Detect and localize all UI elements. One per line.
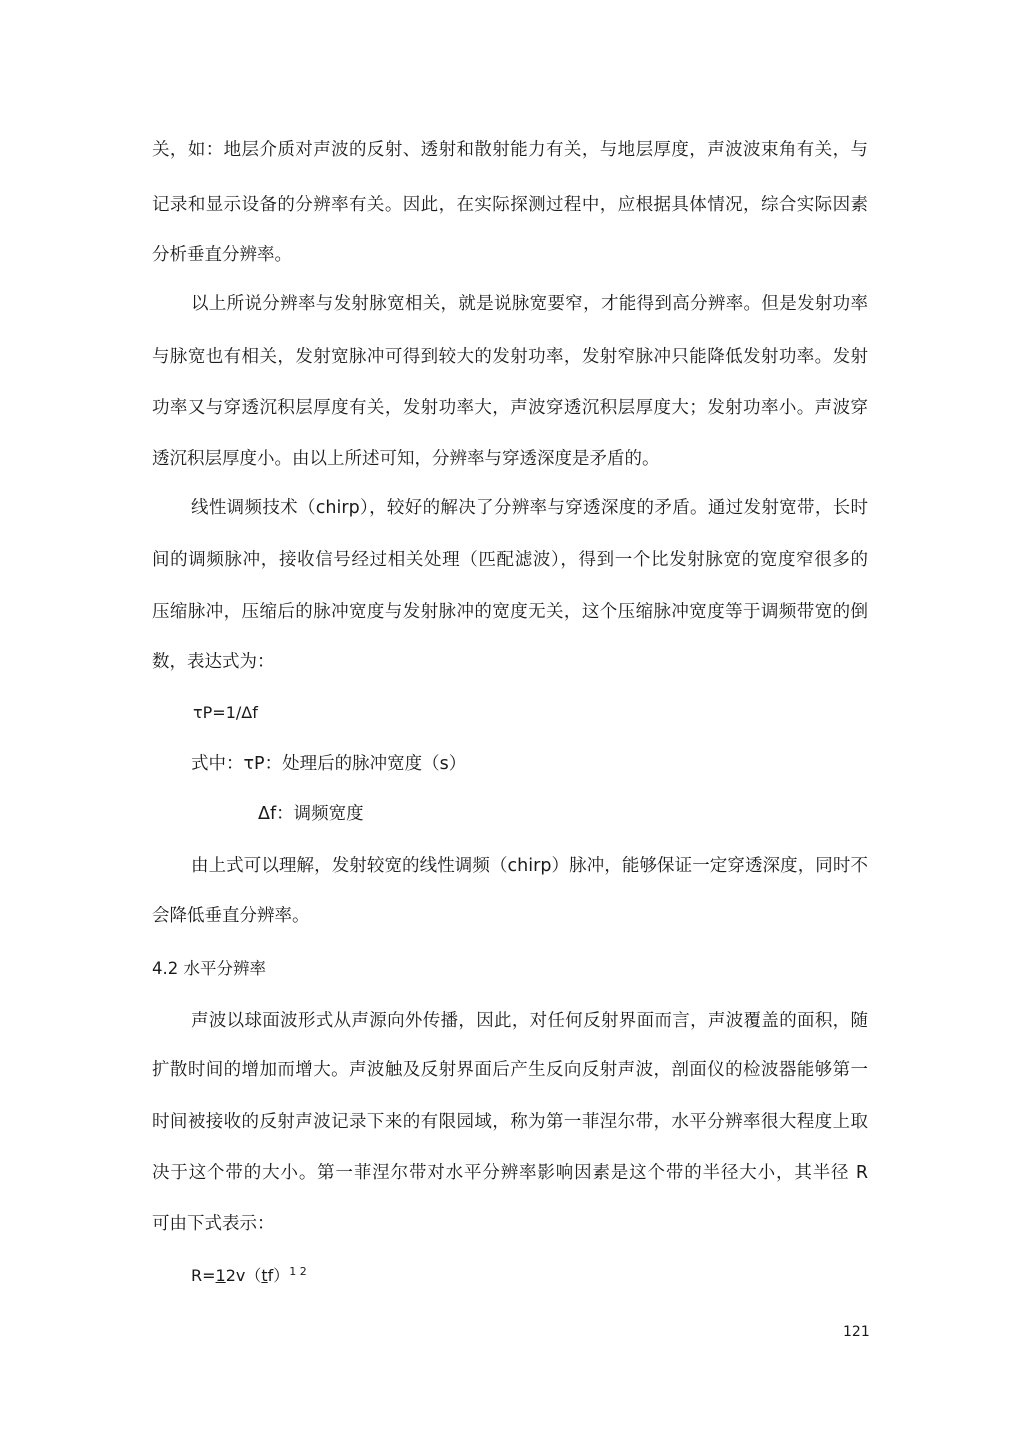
paragraph-line: 分析垂直分辨率。: [152, 245, 292, 265]
formula-part: t: [261, 1266, 268, 1285]
paragraph-line: 间的调频脉冲，接收信号经过相关处理（匹配滤波），得到一个比发射脉宽的宽度窄很多的: [152, 550, 868, 570]
paragraph-line: 扩散时间的增加而增大。声波触及反射界面后产生反向反射声波，剖面仪的检波器能够第一: [152, 1060, 868, 1080]
paragraph-line: 功率又与穿透沉积层厚度有关，发射功率大，声波穿透沉积层厚度大；发射功率小。声波穿: [152, 398, 868, 418]
paragraph-line: 压缩脉冲，压缩后的脉冲宽度与发射脉冲的宽度无关，这个压缩脉冲宽度等于调频带宽的倒: [152, 602, 868, 622]
formula-part: 1: [215, 1266, 226, 1285]
formula-pulse-width: τP=1/Δf: [193, 703, 258, 722]
paragraph-line: 会降低垂直分辨率。: [152, 906, 310, 926]
formula-part: R=: [191, 1266, 216, 1285]
paragraph-line: 由上式可以理解，发射较宽的线性调频（chirp）脉冲，能够保证一定穿透深度，同时不: [191, 856, 868, 876]
formula-part: 2v（: [225, 1266, 262, 1285]
paragraph-line: 可由下式表示：: [152, 1214, 275, 1234]
paragraph-line: 记录和显示设备的分辨率有关。因此，在实际探测过程中，应根据具体情况，综合实际因素: [152, 195, 868, 215]
paragraph-line: 与脉宽也有相关，发射宽脉冲可得到较大的发射功率，发射窄脉冲只能降低发射功率。发射: [152, 347, 868, 367]
page-number: 121: [843, 1324, 870, 1340]
paragraph-line: 线性调频技术（chirp），较好的解决了分辨率与穿透深度的矛盾。通过发射宽带，长时: [191, 498, 868, 518]
formula-fresnel-radius: R=12v（tf）1 2: [191, 1264, 307, 1288]
section-heading: 4.2 水平分辨率: [152, 959, 266, 978]
paragraph-line: 决于这个带的大小。第一菲涅尔带对水平分辨率影响因素是这个带的半径大小，其半径 R: [152, 1163, 868, 1183]
formula-where-line: 式中：τP：处理后的脉冲宽度（s）: [191, 754, 467, 774]
paragraph-line: 声波以球面波形式从声源向外传播，因此，对任何反射界面而言，声波覆盖的面积，随: [191, 1011, 868, 1031]
paragraph-line: 时间被接收的反射声波记录下来的有限园域，称为第一菲涅尔带，水平分辨率很大程度上取: [152, 1112, 868, 1132]
formula-where-line: Δf：调频宽度: [258, 804, 364, 824]
paragraph-line: 数，表达式为：: [152, 652, 275, 672]
paragraph-line: 关，如：地层介质对声波的反射、透射和散射能力有关，与地层厚度，声波波束角有关，与: [152, 140, 868, 160]
paragraph-line: 透沉积层厚度小。由以上所述可知，分辨率与穿透深度是矛盾的。: [152, 449, 660, 469]
paragraph-line: 以上所说分辨率与发射脉宽相关，就是说脉宽要窄，才能得到高分辨率。但是发射功率: [191, 294, 868, 314]
formula-part: f）: [267, 1266, 290, 1285]
